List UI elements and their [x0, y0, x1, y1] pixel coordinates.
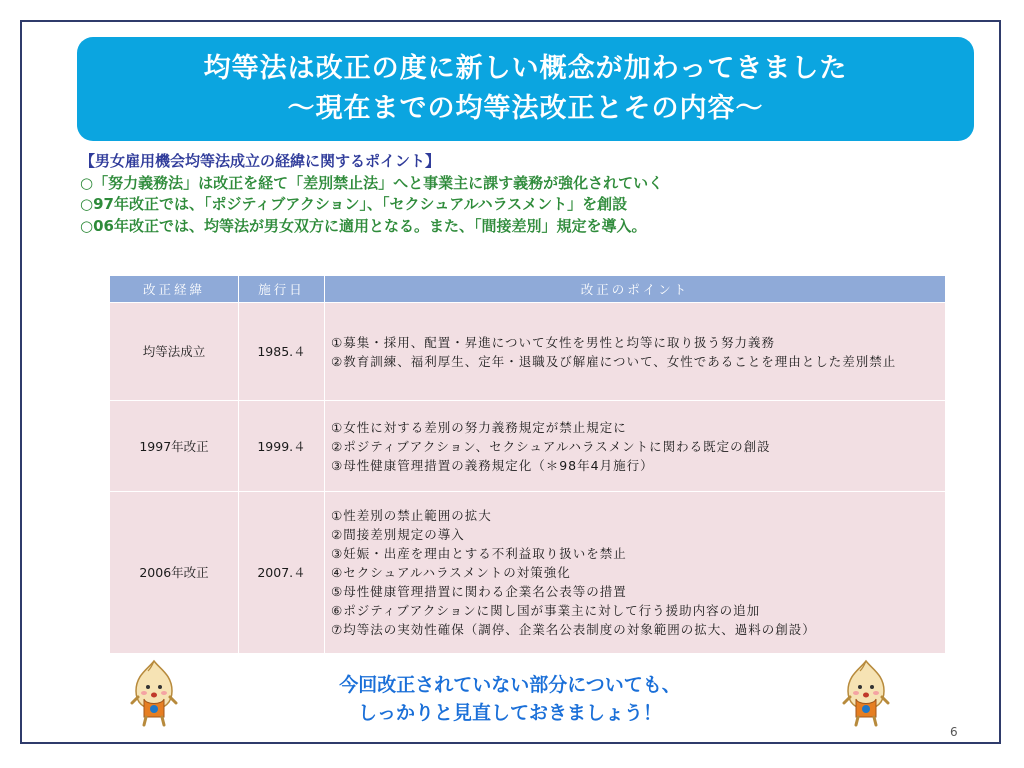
- footer-line-2: しっかりと見直しておきましょう！: [357, 702, 662, 724]
- points-heading: 【男女雇用機会均等法成立の経緯に関するポイント】: [80, 152, 441, 170]
- cell-date: 2007.４: [239, 492, 325, 654]
- point-item: ○「努力義務法」は改正を経て「差別禁止法」へと事業主に課す義務が強化されていく: [80, 173, 664, 192]
- cell-stage: 1997年改正: [110, 401, 239, 492]
- point-line: ③妊娠・出産を理由とする不利益取り扱いを禁止: [331, 546, 627, 561]
- point-line: ②ポジティブアクション、セクシュアルハラスメントに関わる既定の創設: [331, 438, 771, 454]
- point-line: ①性差別の禁止範囲の拡大: [331, 508, 492, 523]
- cell-points: [325, 303, 946, 401]
- amendment-table: [109, 275, 946, 654]
- table-header-row: [110, 276, 946, 303]
- point-line: ⑤母性健康管理措置に関わる企業名公表等の措置: [331, 584, 627, 599]
- cell-date: 1985.４: [239, 303, 325, 401]
- footer-line-1: 今回改正されていない部分についても、: [339, 674, 681, 696]
- header-stage: 改正経緯: [110, 276, 239, 303]
- header-points: 改正のポイント: [325, 276, 946, 303]
- table-row: [110, 401, 946, 492]
- point-line: ①女性に対する差別の努力義務規定が禁止規定に: [331, 419, 627, 435]
- key-points: [80, 151, 960, 237]
- title-banner: [77, 37, 974, 141]
- header-date: 施行日: [239, 276, 325, 303]
- mascot-right-icon: [836, 657, 896, 729]
- cell-points: [325, 401, 946, 492]
- cell-stage: 2006年改正: [110, 492, 239, 654]
- point-item: ○06年改正では、均等法が男女双方に適用となる。また、「間接差別」規定を導入。: [80, 216, 647, 235]
- point-line: ⑦均等法の実効性確保（調停、企業名公表制度の対象範囲の拡大、過料の創設）: [331, 622, 816, 637]
- point-line: ⑥ポジティブアクションに関し国が事業主に対して行う援助内容の追加: [331, 603, 761, 618]
- title-line-2: ～現在までの均等法改正とその内容～: [287, 93, 764, 124]
- mascot-left-icon: [124, 657, 184, 729]
- cell-points: [325, 492, 946, 654]
- cell-date: 1999.４: [239, 401, 325, 492]
- point-line: ④セクシュアルハラスメントの対策強化: [331, 565, 571, 580]
- point-line: ②教育訓練、福利厚生、定年・退職及び解雇について、女性であることを理由とした差別禁止: [331, 353, 897, 369]
- title-line-1: 均等法は改正の度に新しい概念が加わってきました: [203, 53, 848, 84]
- point-line: ②間接差別規定の導入: [331, 527, 465, 542]
- point-line: ①募集・採用、配置・昇進について女性を男性と均等に取り扱う努力義務: [331, 334, 775, 350]
- footer-message: [250, 671, 770, 727]
- page-number: 6: [950, 725, 958, 739]
- table-row: [110, 492, 946, 654]
- table-row: [110, 303, 946, 401]
- point-line: ③母性健康管理措置の義務規定化（＊98年4月施行）: [331, 457, 654, 473]
- cell-stage: 均等法成立: [110, 303, 239, 401]
- point-item: ○97年改正では、「ポジティブアクション」、「セクシュアルハラスメント」を創設: [80, 195, 628, 213]
